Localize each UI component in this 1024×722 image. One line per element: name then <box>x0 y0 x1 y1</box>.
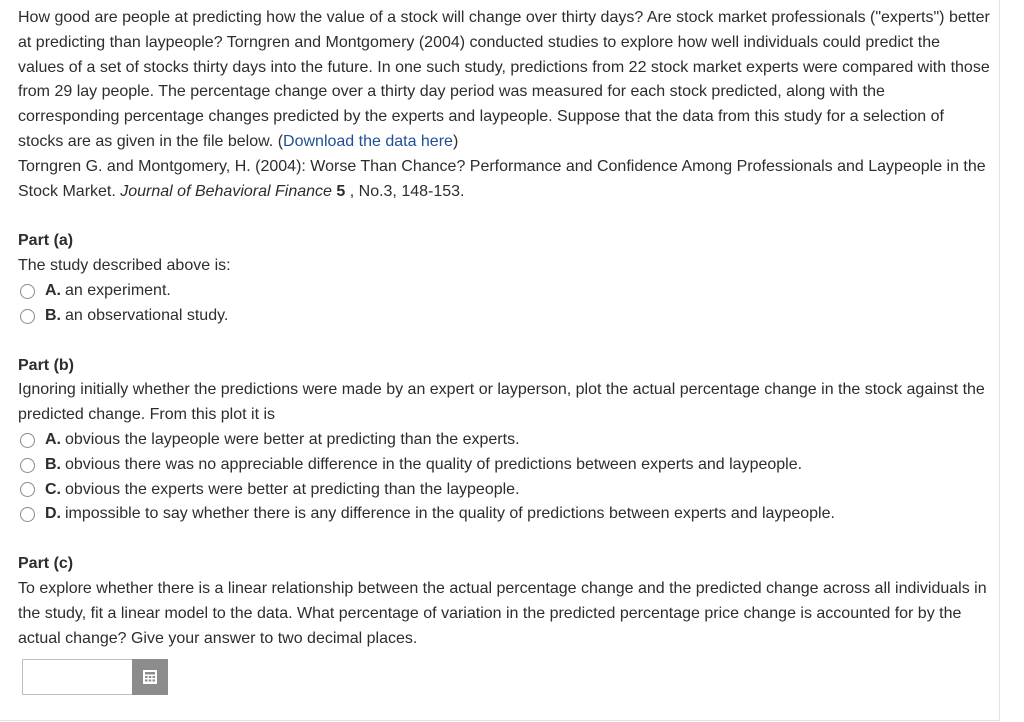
part-c-answer-box <box>22 659 168 695</box>
option-text: obvious there was no appreciable difference in the quality of predictions between experts and laypeople. <box>65 455 803 473</box>
option-text: impossible to say whether there is any difference in the quality of predictions between experts and laypeople. <box>65 505 835 523</box>
citation-text: Torngren G. and Montgomery, H. (2004): Worse Than Chance? Performance and Confidence Among Professionals and Laypeople in the Stock Market. <box>18 157 986 200</box>
part-a-option-a[interactable] <box>18 279 990 304</box>
citation <box>18 155 990 205</box>
radio-button[interactable] <box>20 433 35 448</box>
radio-button[interactable] <box>20 284 35 299</box>
option-letter: C. <box>45 480 61 498</box>
intro-link-close: ) <box>452 132 459 150</box>
question-content <box>18 6 990 651</box>
intro-paragraph <box>18 6 990 155</box>
keypad-button[interactable] <box>132 659 168 695</box>
part-b <box>18 354 990 528</box>
citation-journal: Journal of Behavioral Finance <box>120 182 332 200</box>
part-c <box>18 552 990 651</box>
part-b-option-b[interactable] <box>18 453 990 478</box>
part-a-option-b[interactable] <box>18 304 990 329</box>
citation-issue: , No.3, 148-153. <box>345 182 465 200</box>
option-letter: D. <box>45 505 61 523</box>
keypad-icon <box>143 670 157 684</box>
radio-button[interactable] <box>20 458 35 473</box>
part-a-title: Part (a) <box>18 232 74 250</box>
option-text: an observational study. <box>65 306 229 324</box>
part-c-title: Part (c) <box>18 555 74 573</box>
part-b-option-a[interactable] <box>18 428 990 453</box>
part-b-title: Part (b) <box>18 356 74 374</box>
option-text: an experiment. <box>65 281 171 299</box>
radio-button[interactable] <box>20 507 35 522</box>
part-a-prompt: The study described above is: <box>18 257 231 275</box>
radio-button[interactable] <box>20 482 35 497</box>
option-text: obvious the experts were better at predicting than the laypeople. <box>65 480 520 498</box>
intro-text: How good are people at predicting how the value of a stock will change over thirty days? Are stock market professionals ("experts") better at predicting than laypeople? Torngren and Montgomery (2004) conducted studies to explore how well individuals could predict the values of a set of stocks thirty days into the future. In one such study, predictions from 22 stock market experts were compared with those from 29 lay people. The percentage change over a thirty day period was measured for each stock predicted, along with the corresponding percentage changes predicted by the experts and laypeople. Suppose that the data from this study for a selection of stocks are as given in the file below. ( <box>18 9 990 150</box>
radio-button[interactable] <box>20 309 35 324</box>
citation-volume: 5 <box>336 182 346 200</box>
part-c-prompt: To explore whether there is a linear relationship between the actual percentage change and the predicted change across all individuals in the study, fit a linear model to the data. What percentage of variation in the predicted percentage price change is accounted for by the actual change? Give your answer to two decimal places. <box>18 579 987 647</box>
download-data-link[interactable]: Download the data here <box>283 132 453 150</box>
option-letter: B. <box>45 306 61 324</box>
part-b-option-c[interactable] <box>18 478 990 503</box>
part-b-option-d[interactable] <box>18 502 990 527</box>
option-letter: A. <box>45 281 61 299</box>
part-b-prompt: Ignoring initially whether the predictions were made by an expert or layperson, plot the actual percentage change in the stock against the predicted change. From this plot it is <box>18 381 985 424</box>
option-text: obvious the laypeople were better at predicting than the experts. <box>65 430 520 448</box>
part-a <box>18 229 990 328</box>
answer-input[interactable] <box>22 659 132 695</box>
option-letter: A. <box>45 430 61 448</box>
option-letter: B. <box>45 455 61 473</box>
